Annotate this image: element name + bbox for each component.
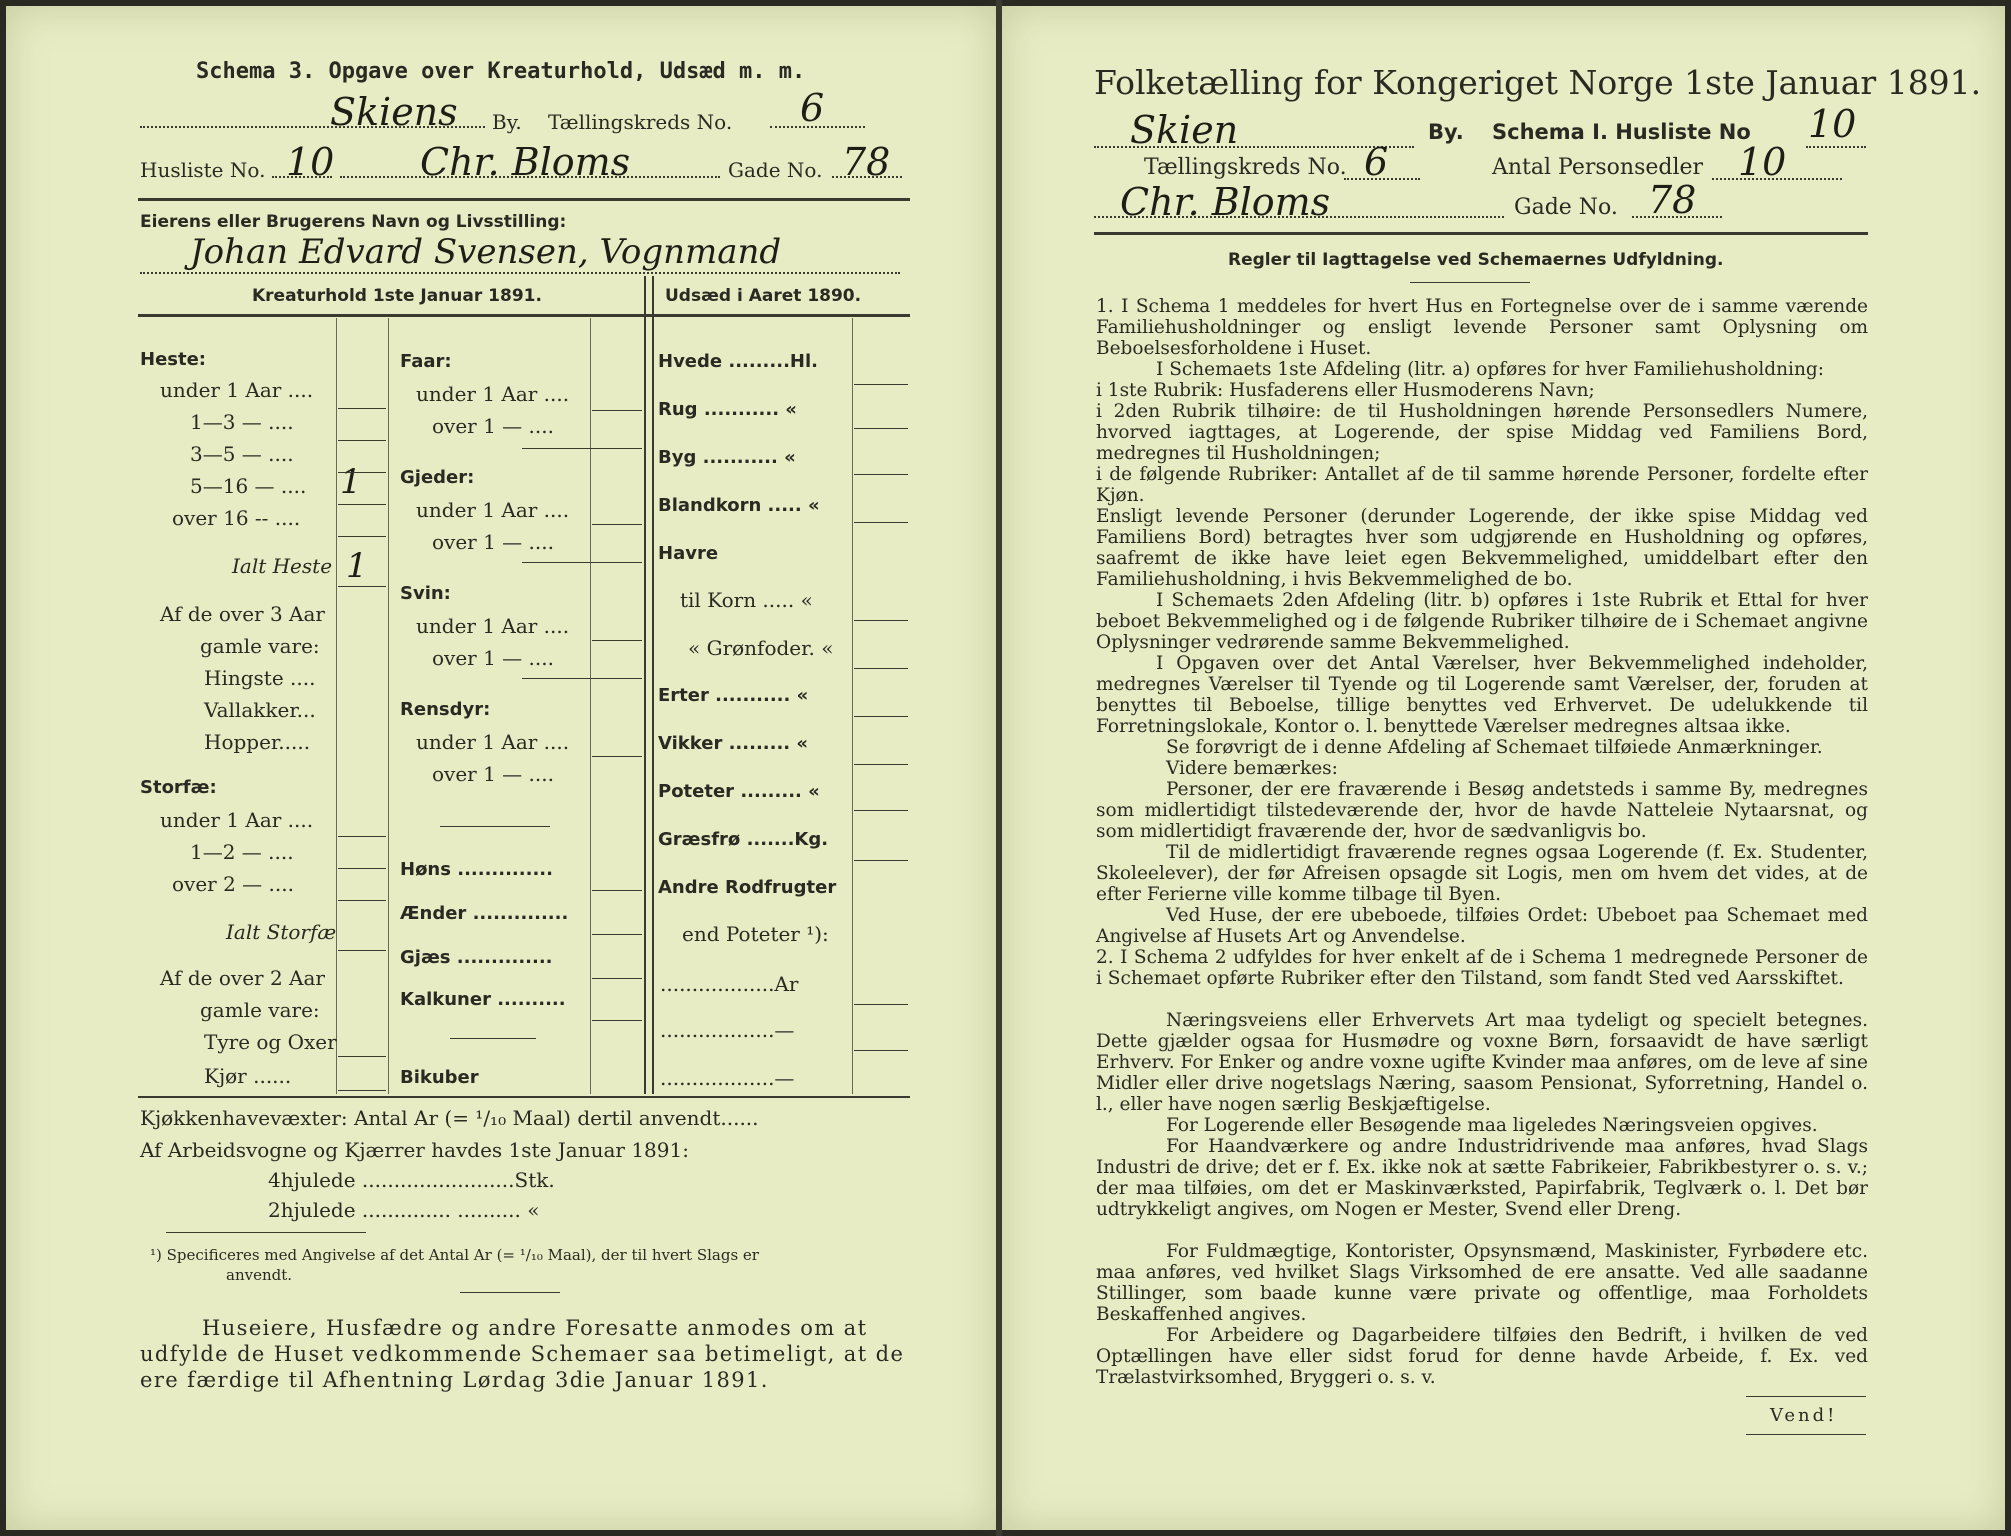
udsaed-row: Poteter ......... «: [658, 781, 820, 802]
storfae-sub: Kjør ......: [204, 1064, 292, 1088]
kreatur-header: Kreaturhold 1ste Januar 1891.: [252, 286, 542, 306]
footnote: ¹) Specificeres med Angivelse af det Antal Ar (= ¹/₁₀ Maal), der til hvert Slags er: [150, 1246, 759, 1264]
fjaerkrae-row: Høns ..............: [400, 859, 553, 880]
bikuber-label: Bikuber: [400, 1067, 479, 1088]
udsaed-row: Græsfrø .......Kg.: [658, 829, 829, 850]
rensdyr-row: over 1 — ....: [432, 762, 554, 786]
storfae-row: 1—2 — ....: [190, 840, 294, 864]
regel-paragraph: i de følgende Rubriker: Antallet af de til samme hørende Personer, fordelte efter Kjøn.: [1096, 464, 1868, 506]
storfae-row: over 2 — ....: [172, 872, 294, 896]
heste-row: 3—5 — ....: [190, 442, 294, 466]
storfae-row: under 1 Aar ....: [160, 808, 314, 832]
kreds-handwritten-right: 6: [1364, 140, 1389, 184]
faar-row: under 1 Aar ....: [416, 382, 570, 406]
heste-af-over: Af de over 3 Aar: [160, 602, 325, 626]
faar-row: over 1 — ....: [432, 414, 554, 438]
antal-handwritten: 10: [1738, 140, 1787, 184]
kjokken-line: Kjøkkenhavevæxter: Antal Ar (= ¹/₁₀ Maal) dertil anvendt......: [140, 1106, 759, 1130]
by-label-right: By.: [1428, 120, 1464, 144]
gjeder-title: Gjeder:: [400, 467, 475, 488]
regel-paragraph: For Logerende eller Besøgende maa ligeledes Næringsveien opgives.: [1166, 1115, 1818, 1136]
udsaed-header: Udsæd i Aaret 1890.: [665, 286, 862, 306]
fjaerkrae-row: Ænder ..............: [400, 903, 569, 924]
regel-paragraph: For Fuldmægtige, Kontorister, Opsynsmænd, Maskinister, Fyrbødere etc. maa anføres, ved hvilket Slags Virksomhed de ere ansatte. Ved alle saadanne Stillinger, som baade kunne være private og offentlige, maa Forholdets Beskaffenhed angives.: [1096, 1241, 1868, 1325]
storfae-sub: Tyre og Oxer: [204, 1030, 337, 1054]
gade-label-right: Gade No.: [1514, 195, 1618, 220]
udsaed-row: til Korn ..... «: [680, 588, 813, 612]
ialt-heste-value: 1: [346, 546, 368, 586]
census-title: Folketælling for Kongeriget Norge 1ste Januar 1891.: [1094, 63, 1982, 102]
regel-paragraph: i 2den Rubrik tilhøire: de til Husholdningen hørende Personsedlers Numere, hvorved iagttages, at Logerende, der spise Middag ved Familiens Bord, medregnes til Husholdningen;: [1096, 401, 1868, 464]
gjeder-row: under 1 Aar ....: [416, 498, 570, 522]
hjul2-line: 2hjulede .............. .......... «: [268, 1198, 540, 1222]
schema3-title: Schema 3. Opgave over Kreaturhold, Udsæd m. m.: [196, 59, 806, 84]
bottom-notice: ere færdige til Afhentning Lørdag 3die Januar 1891.: [140, 1368, 769, 1392]
gjeder-row: over 1 — ....: [432, 530, 554, 554]
regel-paragraph: Ved Huse, der ere ubeboede, tilføies Ordet: Ubeboet paa Schemaet med Angivelse af Husets Art og Anvendelse.: [1096, 905, 1868, 947]
regel-paragraph: Se forøvrigt de i denne Afdeling af Schemaet tilføiede Anmærkninger.: [1166, 737, 1823, 758]
gade-no-handwritten: 78: [842, 140, 891, 184]
regler-title: Regler til Iagttagelse ved Schemaernes Udfyldning.: [1228, 250, 1724, 270]
storfae-af-over: gamle vare:: [200, 998, 320, 1022]
husliste-label: Husliste No.: [140, 158, 266, 182]
gade-handwritten: Chr. Bloms: [420, 140, 631, 184]
regel-paragraph: For Haandværkere og andre Industridrivende maa anføres, hvad Slags Industri de drive; det er f. Ex. ikke nok at sætte Fabrikeier, Fabrikbestyrer o. s. v.; der maa tilføies, om det er Maskinværksted, Papirfabrik, Teglværk o. l. Det bør udtrykkeligt angives, om Nogen er Mester, Svend eller Dreng.: [1096, 1136, 1868, 1220]
heste-sub: Vallakker...: [204, 698, 316, 722]
ialt-storfae-label: Ialt Storfæ: [226, 920, 337, 944]
by-handwritten: Skiens: [330, 90, 458, 134]
heste-sub: Hopper.....: [204, 730, 311, 754]
udsaed-row: ..................—: [660, 1018, 795, 1042]
husliste-handwritten: 10: [286, 140, 335, 184]
faar-title: Faar:: [400, 351, 452, 372]
antal-label: Antal Personsedler: [1492, 155, 1704, 180]
vend-label: Vend!: [1770, 1405, 1838, 1426]
regel-paragraph: Til de midlertidigt fraværende regnes ogsaa Logerende (f. Ex. Studenter, Skoleelever), der før Afreisen opsagde sit Logis, men om hvem det vides, at de efter Ferierne ville komme tilbage til Byen.: [1096, 842, 1868, 905]
kreds-handwritten: 6: [800, 86, 825, 130]
regel-paragraph: Næringsveiens eller Erhvervets Art maa tydeligt og specielt betegnes. Dette gjælder ogsaa for Husmødre og voxne Børn, forsaavidt de have særligt Erhverv. For Enker og andre voxne ugifte Kvinder maa anføres, om de leve af sine Midler eller drive nogetslags Næring, saasom Pensionat, Syforretning, Handel o. l., eller have nogen særlig Beskjæftigelse.: [1096, 1010, 1868, 1115]
heste-row: 5—16 — ....: [190, 474, 307, 498]
footnote: anvendt.: [226, 1266, 293, 1284]
heste-sub: Hingste ....: [204, 666, 316, 690]
storfae-af-over: Af de over 2 Aar: [160, 966, 325, 990]
gade-no-handwritten-right: 78: [1648, 178, 1697, 222]
udsaed-row: Byg ........... «: [658, 447, 796, 468]
rensdyr-row: under 1 Aar ....: [416, 730, 570, 754]
kreds-label-right: Tællingskreds No.: [1144, 155, 1347, 180]
udsaed-row: Erter ........... «: [658, 685, 809, 706]
by-label: By.: [492, 110, 522, 134]
heste-row: over 16 -- ....: [172, 506, 301, 530]
regel-paragraph: 1. I Schema 1 meddeles for hvert Hus en Fortegnelse over de i samme værende Familiehusholdninger og ensligt levende Personer samt Oplysning om Beboelsesforholdene i Huset.: [1096, 296, 1868, 359]
by-handwritten-right: Skien: [1130, 108, 1239, 152]
heste-title: Heste:: [140, 349, 206, 370]
udsaed-row: Hvede .........Hl.: [658, 351, 818, 372]
udsaed-row: Blandkorn ..... «: [658, 495, 820, 516]
hjul4-line: 4hjulede ........................Stk.: [268, 1168, 555, 1192]
udsaed-row: Vikker ......... «: [658, 733, 809, 754]
regel-paragraph: Ensligt levende Personer (derunder Logerende, der ikke spise Middag ved Familiens Bord) betragtes hver som udgjørende en Husholdning og opføres, saafremt de ikke have leiet egen Bekvemmelighed, umiddelbart efter den Familiehusholdning, i hvis Bekvemmelighed de bo.: [1096, 506, 1868, 590]
udsaed-row: Havre: [658, 543, 719, 564]
storfae-title: Storfæ:: [140, 777, 217, 798]
heste-row: under 1 Aar ....: [160, 378, 314, 402]
udsaed-row: « Grønfoder. «: [688, 636, 834, 660]
rensdyr-title: Rensdyr:: [400, 699, 491, 720]
arbeids-line: Af Arbeidsvogne og Kjærrer havdes 1ste Januar 1891:: [140, 1138, 689, 1162]
eier-handwritten: Johan Edvard Svensen, Vognmand: [190, 232, 782, 272]
regel-paragraph: i 1ste Rubrik: Husfaderens eller Husmoderens Navn;: [1096, 380, 1595, 401]
regel-paragraph: 2. I Schema 2 udfyldes for hver enkelt af de i Schema 1 medregnede Personer de i Schemaet opførte Rubriker efter den Tilstand, som fandt Sted ved Aarsskiftet.: [1096, 947, 1868, 989]
heste-af-over: gamle vare:: [200, 634, 320, 658]
udsaed-row: Rug ........... «: [658, 399, 797, 420]
udsaed-row: end Poteter ¹):: [682, 922, 829, 946]
bottom-notice: udfylde de Huset vedkommende Schemaer saa betimeligt, at de: [140, 1342, 905, 1366]
gade-handwritten-right: Chr. Bloms: [1120, 180, 1331, 224]
fjaerkrae-row: Gjæs ..............: [400, 947, 553, 968]
svin-title: Svin:: [400, 583, 451, 604]
kreds-label: Tællingskreds No.: [548, 110, 733, 134]
udsaed-row: Andre Rodfrugter: [658, 877, 837, 898]
udsaed-row: ..................Ar: [660, 972, 799, 996]
bottom-notice: Huseiere, Husfædre og andre Foresatte anmodes om at: [202, 1316, 868, 1340]
heste-row: 1—3 — ....: [190, 410, 294, 434]
eier-label: Eierens eller Brugerens Navn og Livsstilling:: [140, 212, 567, 232]
schema1-label: Schema I. Husliste No: [1492, 120, 1751, 144]
regel-paragraph: I Schemaets 1ste Afdeling (litr. a) opføres for hver Familiehusholdning:: [1156, 359, 1824, 380]
regel-paragraph: Personer, der ere fraværende i Besøg andetsteds i samme By, medregnes som midlertidigt tilstedeværende der, hvor de havde Natteleie Nytaarsnat, og som midlertidigt fraværende der, hvor de sædvanligvis bo.: [1096, 779, 1868, 842]
svin-row: over 1 — ....: [432, 646, 554, 670]
ialt-heste-label: Ialt Heste: [232, 554, 333, 578]
heste-5-16-value: 1: [340, 462, 362, 502]
gade-label: Gade No.: [728, 158, 823, 182]
regel-paragraph: Videre bemærkes:: [1166, 758, 1338, 779]
udsaed-row: ..................—: [660, 1066, 795, 1090]
regel-paragraph: I Schemaets 2den Afdeling (litr. b) opføres i 1ste Rubrik et Ettal for hver beboet Bekvemmelighed og i de følgende Rubriker tilhøire de i Schemaet angivne Oplysninger vedrørende samme Bekvemmelighed.: [1096, 590, 1868, 653]
husliste-handwritten-right: 10: [1808, 102, 1857, 146]
fjaerkrae-row: Kalkuner ..........: [400, 989, 566, 1010]
regel-paragraph: For Arbeidere og Dagarbeidere tilføies den Bedrift, i hvilken de ved Optællingen have eller sidst forud for denne havde Arbeide, f. Ex. ved Trælastvirksomhed, Bryggeri o. s. v.: [1096, 1325, 1868, 1388]
regel-paragraph: I Opgaven over det Antal Værelser, hver Bekvemmelighed indeholder, medregnes Værelser til Tyende og til Logerende samt Værelser, der, foruden at benyttes til Beboelse, tillige benyttes ved Erhvervet. De udelukkende til Forretningslokale, Kontor o. l. benyttede Værelser medregnes altsaa ikke.: [1096, 653, 1868, 737]
svin-row: under 1 Aar ....: [416, 614, 570, 638]
